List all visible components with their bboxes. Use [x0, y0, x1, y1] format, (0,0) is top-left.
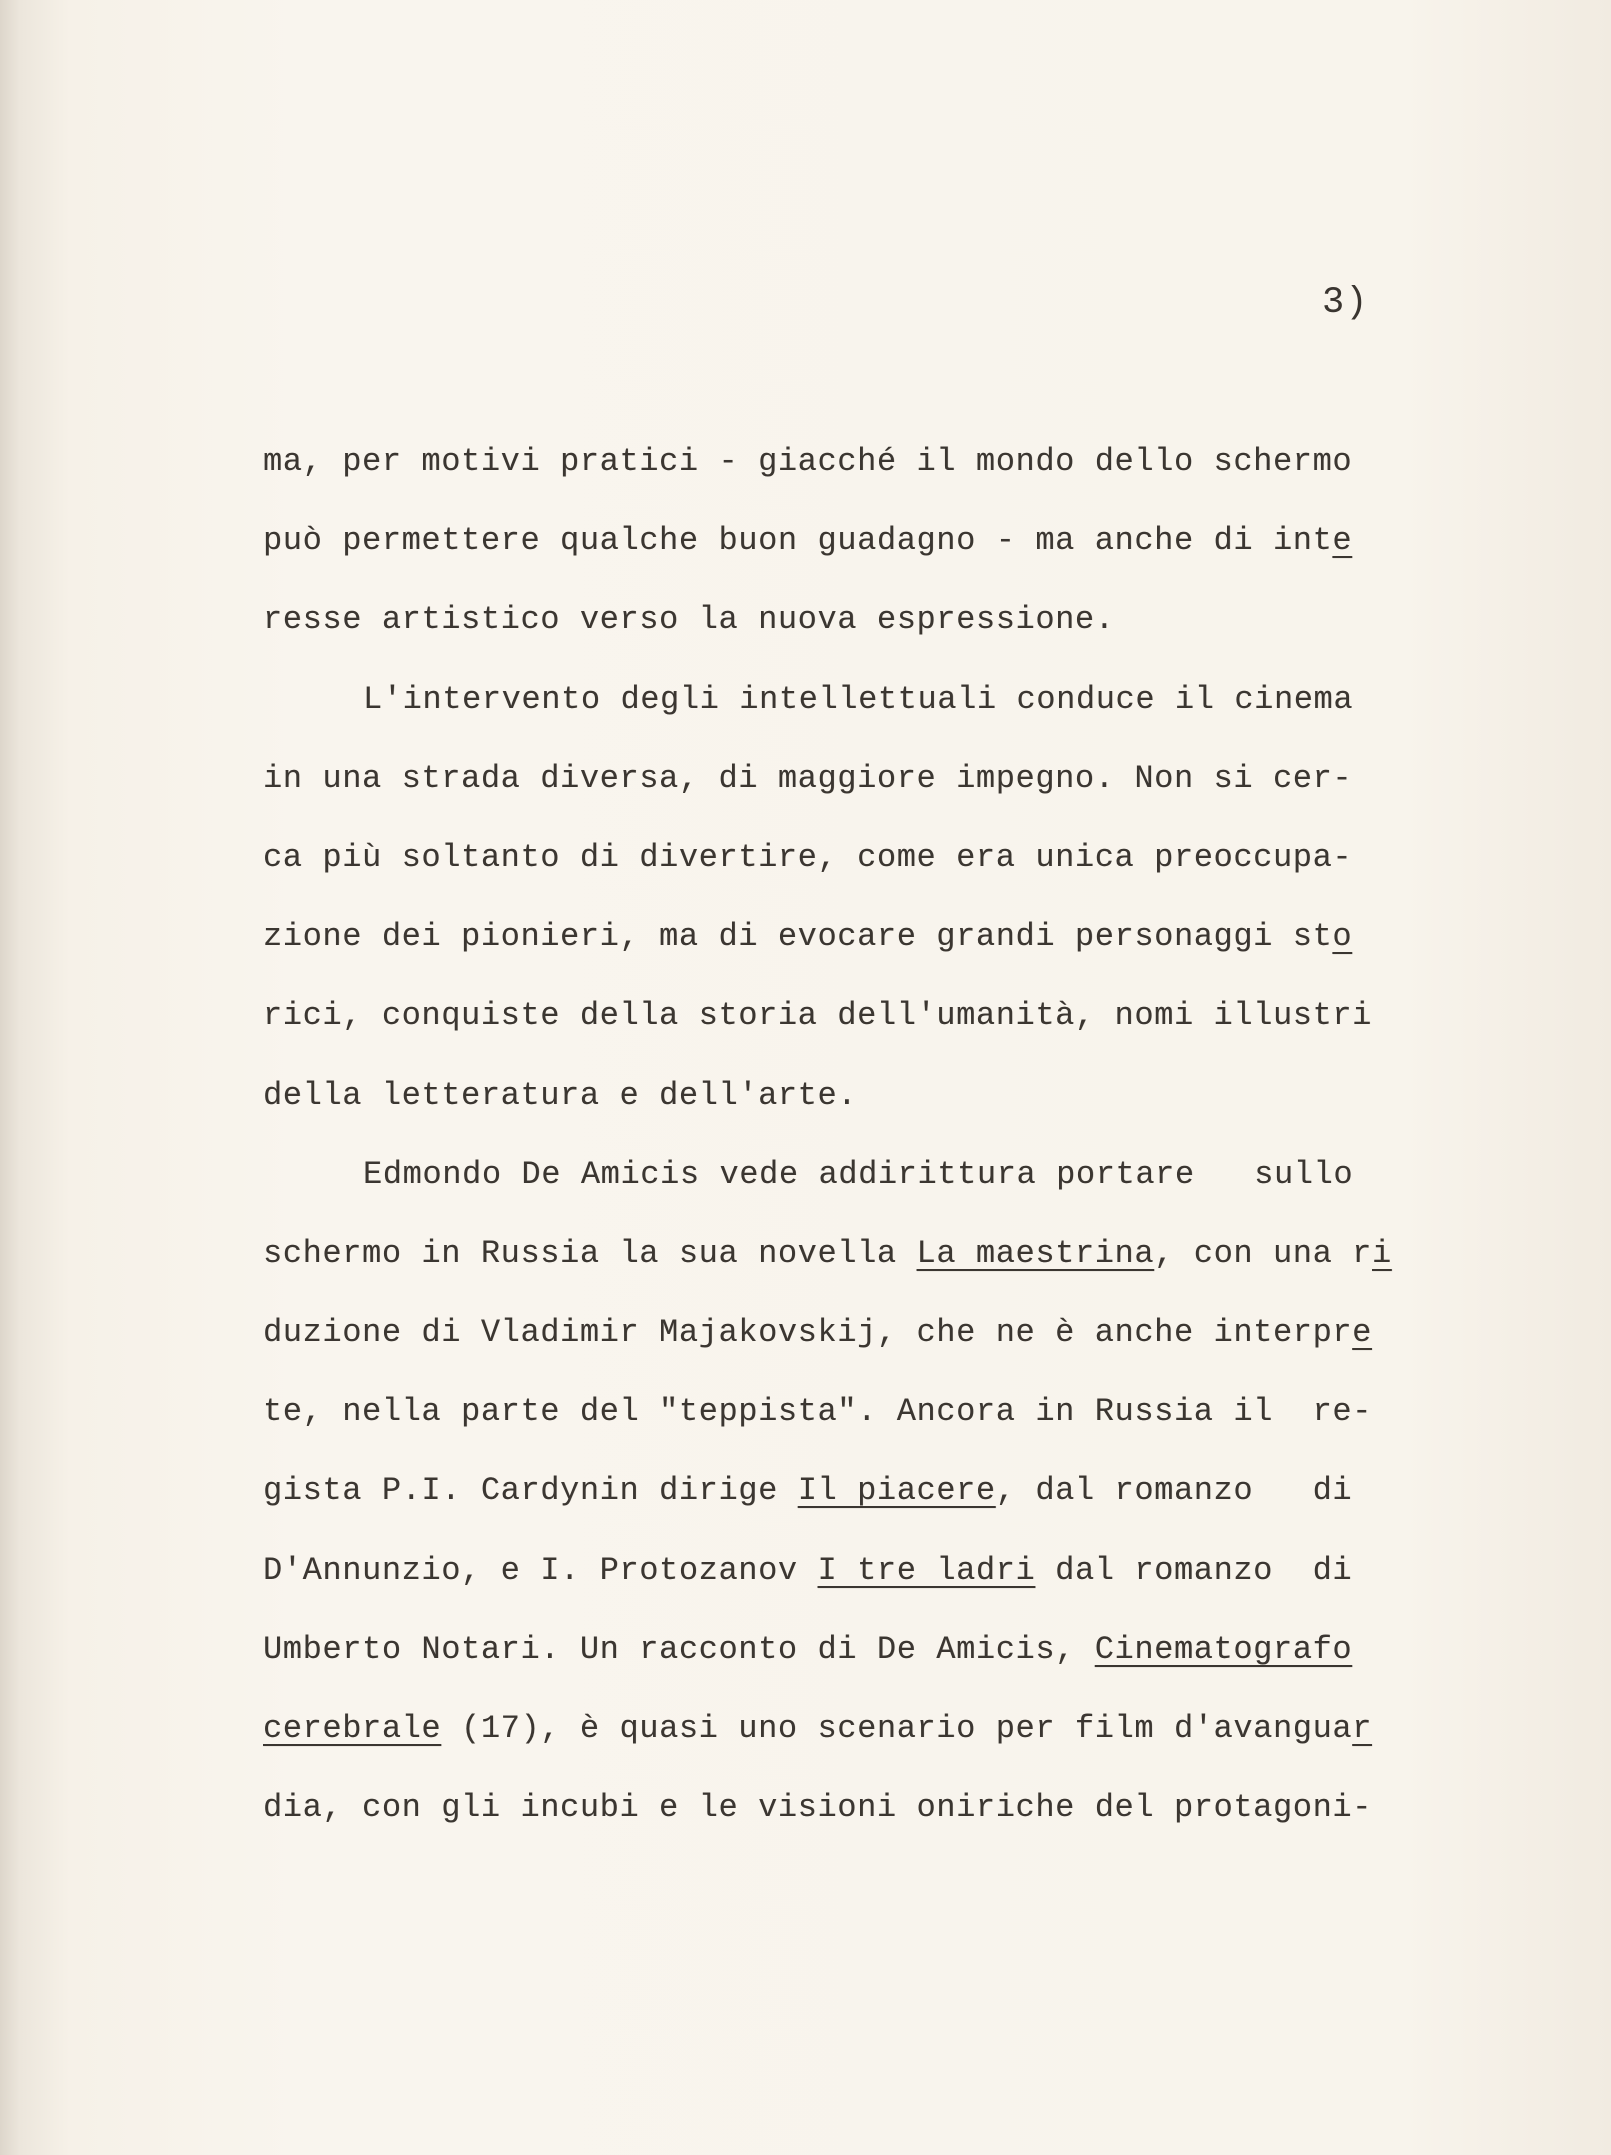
text-line [263, 747, 1393, 826]
text-segment: L'intervento degli intellettuali conduce il cinema [363, 680, 1354, 718]
text-line [263, 826, 1393, 905]
text-segment: ca più soltanto di divertire, come era unica preoccupa- [263, 838, 1353, 876]
text-line [263, 1618, 1393, 1697]
underlined-text: r [1352, 1710, 1372, 1747]
text-segment: Edmondo De Amicis vede addirittura portare sullo [363, 1155, 1354, 1193]
body-text [263, 430, 1393, 1855]
text-line [263, 1222, 1393, 1301]
underlined-text: Cinematografo [1094, 1630, 1353, 1668]
text-line [263, 588, 1393, 667]
text-segment: Umberto Notari. Un racconto di De Amicis, [263, 1630, 1095, 1668]
text-segment: te, nella parte del "teppista". Ancora in Russia il re- [263, 1393, 1372, 1431]
page-number: 3) [1322, 282, 1369, 324]
underlined-text: La maestrina [916, 1234, 1155, 1272]
underlined-text: i [1372, 1234, 1392, 1272]
text-segment: resse artistico verso la nuova espressione. [263, 601, 1115, 639]
underlined-text: e [1352, 1314, 1372, 1352]
text-segment: schermo in Russia la sua novella [263, 1234, 917, 1272]
text-segment: , dal romanzo di [995, 1472, 1353, 1510]
text-segment: in una strada diversa, di maggiore impegno. Non si cer- [263, 759, 1353, 797]
text-segment: dal romanzo di [1035, 1551, 1353, 1589]
text-line [263, 1301, 1393, 1380]
text-line [263, 905, 1393, 984]
text-segment: della letteratura e dell'arte. [263, 1076, 858, 1114]
text-segment: dia, con gli incubi e le visioni oniriche del protagoni- [263, 1789, 1372, 1827]
text-line [263, 1459, 1393, 1538]
underlined-text: I tre ladri [817, 1551, 1036, 1589]
text-segment: , con una r [1154, 1234, 1372, 1272]
underlined-text: o [1332, 918, 1353, 956]
text-line [263, 509, 1393, 588]
text-line [263, 1776, 1393, 1855]
underlined-text: cerebrale [263, 1710, 442, 1747]
text-segment: rici, conquiste della storia dell'umanità, nomi illustri [263, 997, 1372, 1035]
text-segment: gista P.I. Cardynin dirige [263, 1472, 798, 1510]
text-line [263, 1143, 1393, 1222]
underlined-text: Il piacere [797, 1472, 996, 1510]
text-line [263, 1380, 1393, 1459]
text-line [263, 430, 1393, 509]
text-segment: ma, per motivi pratici - giacché il mondo dello schermo [263, 443, 1353, 480]
text-segment: duzione di Vladimir Majakovskij, che ne è anche interpr [263, 1314, 1353, 1352]
text-line [263, 1539, 1393, 1618]
text-line [263, 984, 1393, 1063]
text-segment: zione dei pionieri, ma di evocare grandi personaggi st [263, 918, 1333, 956]
text-segment: (17), è quasi uno scenario per film d'avangua [441, 1710, 1353, 1747]
text-segment: può permettere qualche buon guadagno - ma anche di int [263, 522, 1333, 560]
text-line [263, 1064, 1393, 1143]
text-line [263, 668, 1393, 747]
text-segment: D'Annunzio, e I. Protozanov [263, 1551, 818, 1589]
text-line [263, 1697, 1393, 1776]
underlined-text: e [1332, 522, 1353, 560]
